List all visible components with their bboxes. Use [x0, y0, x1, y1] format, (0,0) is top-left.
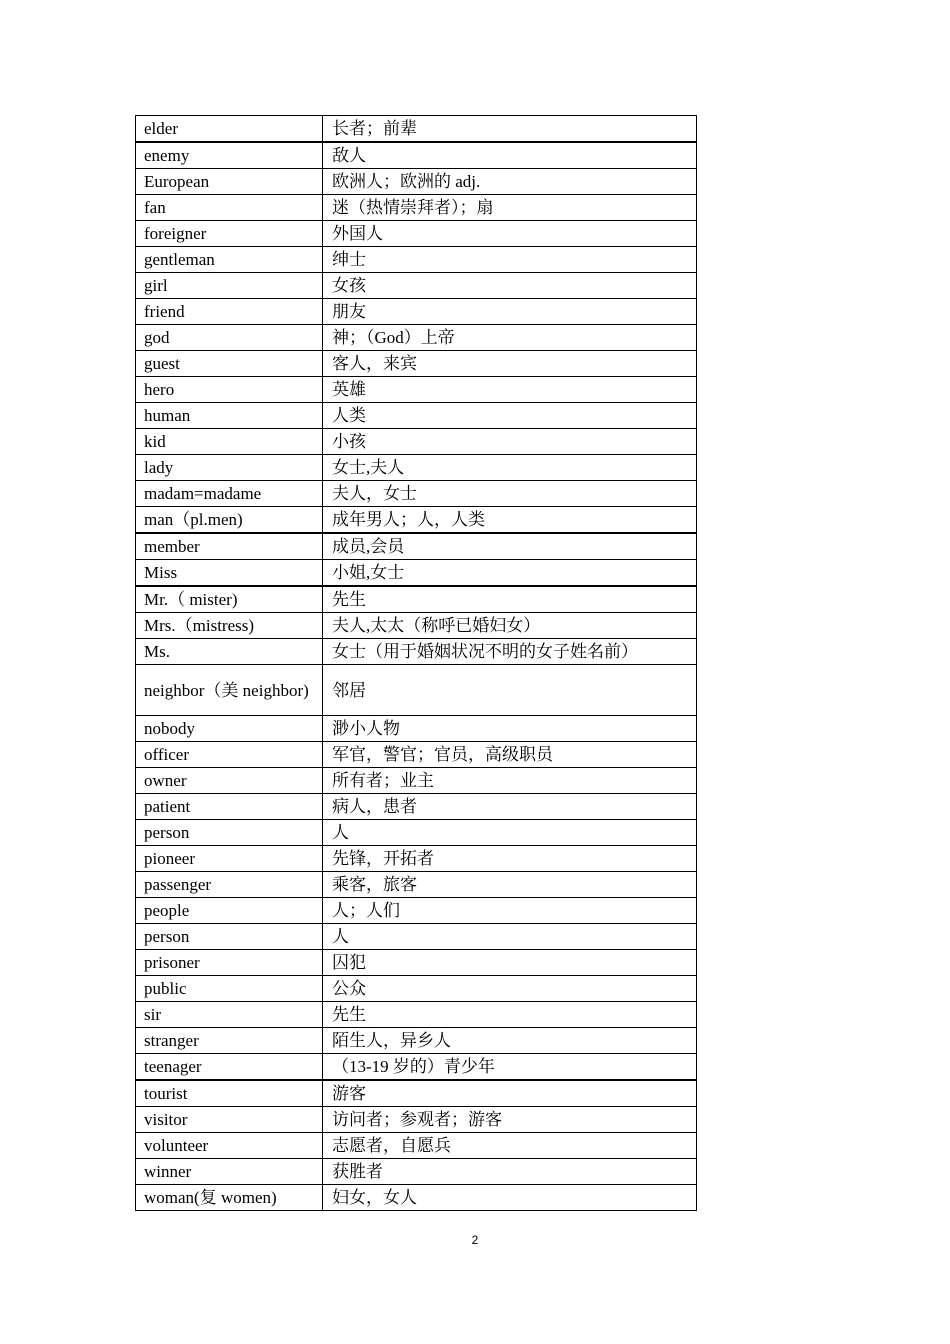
- chinese-meaning: 人: [323, 820, 697, 846]
- table-row: [136, 665, 697, 716]
- table-row: [136, 533, 697, 560]
- table-row: [136, 820, 697, 846]
- page-number: 2: [471, 1233, 479, 1247]
- english-word: pioneer: [136, 846, 323, 872]
- table-row: [136, 586, 697, 613]
- table-row: [136, 221, 697, 247]
- english-word: winner: [136, 1159, 323, 1185]
- chinese-meaning: 获胜者: [323, 1159, 697, 1185]
- chinese-meaning: 女士,夫人: [323, 455, 697, 481]
- english-word: gentleman: [136, 247, 323, 273]
- english-word: visitor: [136, 1107, 323, 1133]
- english-word: public: [136, 976, 323, 1002]
- table-row: [136, 299, 697, 325]
- english-word: madam=madame: [136, 481, 323, 507]
- english-word: people: [136, 898, 323, 924]
- chinese-meaning: 志愿者，自愿兵: [323, 1133, 697, 1159]
- table-row: [136, 1185, 697, 1211]
- table-row: [136, 142, 697, 169]
- table-row: [136, 455, 697, 481]
- table-row: [136, 613, 697, 639]
- chinese-meaning: 乘客，旅客: [323, 872, 697, 898]
- english-word: friend: [136, 299, 323, 325]
- english-word: Mrs.（mistress): [136, 613, 323, 639]
- chinese-meaning: 人类: [323, 403, 697, 429]
- chinese-meaning: 游客: [323, 1080, 697, 1107]
- table-row: [136, 481, 697, 507]
- english-word: person: [136, 820, 323, 846]
- table-row: [136, 1002, 697, 1028]
- english-word: woman(复 women): [136, 1185, 323, 1211]
- english-word: fan: [136, 195, 323, 221]
- table-row: [136, 924, 697, 950]
- table-row: [136, 1028, 697, 1054]
- table-row: [136, 507, 697, 534]
- chinese-meaning: 朋友: [323, 299, 697, 325]
- chinese-meaning: 邻居: [323, 665, 697, 716]
- table-row: [136, 377, 697, 403]
- chinese-meaning: 成员,会员: [323, 533, 697, 560]
- english-word: enemy: [136, 142, 323, 169]
- chinese-meaning: 敌人: [323, 142, 697, 169]
- table-row: [136, 1107, 697, 1133]
- table-row: [136, 429, 697, 455]
- chinese-meaning: 先锋，开拓者: [323, 846, 697, 872]
- chinese-meaning: 欧洲人；欧洲的 adj.: [323, 169, 697, 195]
- chinese-meaning: 成年男人；人，人类: [323, 507, 697, 534]
- table-row: [136, 273, 697, 299]
- chinese-meaning: 军官，警官；官员，高级职员: [323, 742, 697, 768]
- table-row: [136, 195, 697, 221]
- english-word: neighbor（美 neighbor): [136, 665, 323, 716]
- table-row: [136, 768, 697, 794]
- english-word: sir: [136, 1002, 323, 1028]
- chinese-meaning: 病人，患者: [323, 794, 697, 820]
- chinese-meaning: 女孩: [323, 273, 697, 299]
- table-row: [136, 716, 697, 742]
- english-word: guest: [136, 351, 323, 377]
- english-word: person: [136, 924, 323, 950]
- chinese-meaning: 先生: [323, 586, 697, 613]
- chinese-meaning: 长者；前辈: [323, 116, 697, 143]
- english-word: man（pl.men): [136, 507, 323, 534]
- english-word: god: [136, 325, 323, 351]
- chinese-meaning: 妇女，女人: [323, 1185, 697, 1211]
- table-row: [136, 976, 697, 1002]
- table-row: [136, 1159, 697, 1185]
- chinese-meaning: 访问者；参观者；游客: [323, 1107, 697, 1133]
- table-row: [136, 351, 697, 377]
- chinese-meaning: （13-19 岁的）青少年: [323, 1054, 697, 1081]
- table-row: [136, 846, 697, 872]
- chinese-meaning: 囚犯: [323, 950, 697, 976]
- english-word: member: [136, 533, 323, 560]
- english-word: owner: [136, 768, 323, 794]
- english-word: girl: [136, 273, 323, 299]
- english-word: European: [136, 169, 323, 195]
- chinese-meaning: 小姐,女士: [323, 560, 697, 587]
- english-word: elder: [136, 116, 323, 143]
- english-word: passenger: [136, 872, 323, 898]
- english-word: teenager: [136, 1054, 323, 1081]
- chinese-meaning: 英雄: [323, 377, 697, 403]
- chinese-meaning: 陌生人，异乡人: [323, 1028, 697, 1054]
- table-row: [136, 1133, 697, 1159]
- table-row: [136, 169, 697, 195]
- english-word: officer: [136, 742, 323, 768]
- table-row: [136, 872, 697, 898]
- english-word: patient: [136, 794, 323, 820]
- english-word: lady: [136, 455, 323, 481]
- table-row: [136, 116, 697, 143]
- table-row: [136, 639, 697, 665]
- table-row: [136, 742, 697, 768]
- table-row: [136, 403, 697, 429]
- chinese-meaning: 客人，来宾: [323, 351, 697, 377]
- table-row: [136, 247, 697, 273]
- chinese-meaning: 公众: [323, 976, 697, 1002]
- chinese-meaning: 所有者；业主: [323, 768, 697, 794]
- table-row: [136, 1080, 697, 1107]
- table-row: [136, 560, 697, 587]
- chinese-meaning: 人；人们: [323, 898, 697, 924]
- english-word: Mr.（ mister): [136, 586, 323, 613]
- chinese-meaning: 神；（God）上帝: [323, 325, 697, 351]
- english-word: nobody: [136, 716, 323, 742]
- english-word: Miss: [136, 560, 323, 587]
- chinese-meaning: 外国人: [323, 221, 697, 247]
- english-word: prisoner: [136, 950, 323, 976]
- chinese-meaning: 迷（热情崇拜者）；扇: [323, 195, 697, 221]
- english-word: volunteer: [136, 1133, 323, 1159]
- english-word: tourist: [136, 1080, 323, 1107]
- chinese-meaning: 小孩: [323, 429, 697, 455]
- chinese-meaning: 女士（用于婚姻状况不明的女子姓名前）: [323, 639, 697, 665]
- table-row: [136, 1054, 697, 1081]
- english-word: kid: [136, 429, 323, 455]
- english-word: human: [136, 403, 323, 429]
- vocabulary-table: [135, 115, 697, 1211]
- table-row: [136, 794, 697, 820]
- english-word: stranger: [136, 1028, 323, 1054]
- chinese-meaning: 先生: [323, 1002, 697, 1028]
- vocabulary-table-body: [136, 116, 697, 1211]
- table-row: [136, 325, 697, 351]
- english-word: foreigner: [136, 221, 323, 247]
- table-row: [136, 898, 697, 924]
- chinese-meaning: 人: [323, 924, 697, 950]
- chinese-meaning: 夫人，女士: [323, 481, 697, 507]
- chinese-meaning: 渺小人物: [323, 716, 697, 742]
- chinese-meaning: 夫人,太太（称呼已婚妇女）: [323, 613, 697, 639]
- english-word: Ms.: [136, 639, 323, 665]
- table-row: [136, 950, 697, 976]
- english-word: hero: [136, 377, 323, 403]
- chinese-meaning: 绅士: [323, 247, 697, 273]
